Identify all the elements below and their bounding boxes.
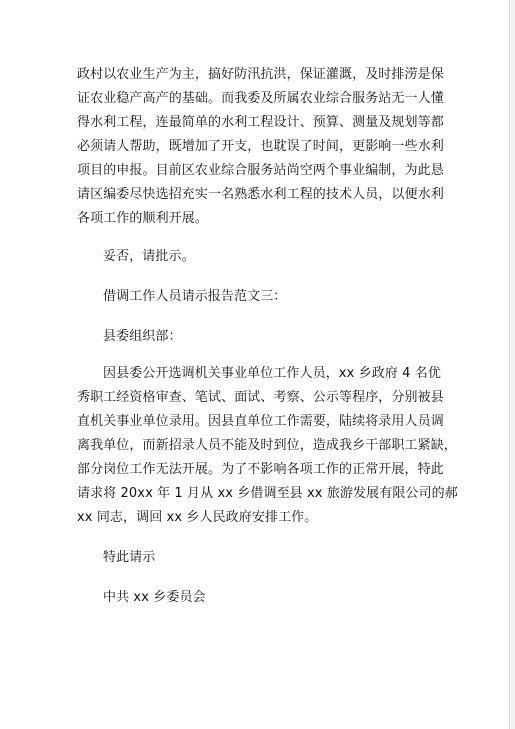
paragraph-2-line-7: xx 同志，调回 xx 乡人民政府安排工作。: [77, 510, 318, 525]
recipient: 县委组织部：: [103, 329, 182, 344]
special-request: 特此请示: [103, 550, 156, 565]
paragraph-gap: [77, 231, 439, 245]
paragraph-gap: [77, 530, 439, 546]
paragraph-gap: [77, 570, 439, 586]
paragraph-2-line-1: 因县委公开选调机关事业单位工作人员，xx 乡政府 4 名优: [103, 366, 441, 381]
section-title: 借调工作人员请示报告范文三：: [103, 289, 287, 304]
paragraph-1-line-5: 项目的申报。目前区农业综合服务站尚空两个事业编制，为此恳: [77, 163, 444, 178]
paragraph-gap: [77, 269, 439, 285]
closing-request: 妥否，请批示。: [103, 249, 195, 264]
paragraph-1-line-4: 必须请人帮助，既增加了开支，也耽误了时间，更影响一些水利: [77, 139, 444, 154]
page-edge: [511, 0, 515, 729]
document-text: [77, 63, 458, 610]
paragraph-gap: [77, 349, 439, 362]
paragraph-1-line-2: 证农业稳产高产的基础。而我委及所属农业综合服务站无一人懂: [77, 91, 444, 106]
paragraph-2-line-6: 请求将 20xx 年 1 月从 xx 乡借调至县 xx 旅游发展有限公司的郝: [77, 486, 458, 501]
paragraph-gap: [77, 309, 439, 325]
signature: 中共 xx 乡委员会: [103, 590, 206, 605]
paragraph-2-line-2: 秀职工经资格审查、笔试、面试、考察、公示等程序，分别被县: [77, 390, 444, 405]
paragraph-1-line-1: 政村以农业生产为主，搞好防汛抗洪，保证灌溉，及时排涝是保: [77, 67, 444, 82]
paragraph-1-line-6: 请区编委尽快选招充实一名熟悉水利工程的技术人员，以便水利: [77, 187, 444, 202]
paragraph-2-line-3: 直机关事业单位录用。因县直单位工作需要，陆续将录用人员调: [77, 414, 444, 429]
paragraph-1-line-3: 得水利工程，连最简单的水利工程设计、预算、测量及规划等都: [77, 115, 444, 130]
paragraph-1-line-7: 各项工作的顺利开展。: [77, 211, 209, 226]
paragraph-2-line-4: 离我单位，而新招录人员不能及时到位，造成我乡干部职工紧缺，: [77, 438, 457, 453]
paragraph-2-line-5: 部分岗位工作无法开展。为了不影响各项工作的正常开展，特此: [77, 462, 444, 477]
